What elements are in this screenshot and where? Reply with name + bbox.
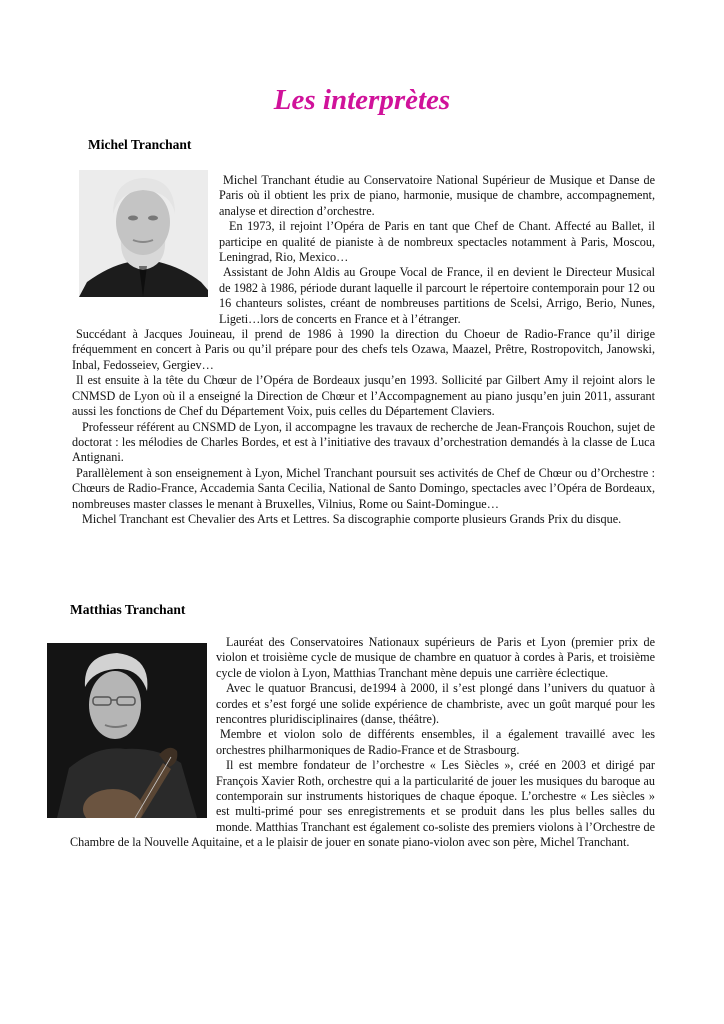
bio-paragraph: Membre et violon solo de différents ensembles, il a également travaillé avec les orchestres philharmoniques de Radio-France et de Strasbourg. (216, 727, 655, 757)
michel-biography (72, 173, 655, 527)
page-title: Les interprètes (273, 84, 451, 116)
matthias-biography (70, 635, 655, 851)
bio-paragraph: Avec le quatuor Brancusi, de1994 à 2000, il s’est plongé dans l’univers du quatuor à cordes et s’est forgé une solide expérience de chambriste, avec un goût marqué pour les rencontres pluridisciplinaires (danse, théâtre). (216, 681, 655, 727)
bio-paragraph: Michel Tranchant étudie au Conservatoire National Supérieur de Musique et Danse de Paris où il obtient les prix de piano, harmonie, musique de chambre, accompagnement, analyse et direction d’orchestre. (219, 173, 655, 218)
artist-name-michel: Michel Tranchant (88, 137, 192, 152)
bio-paragraph: Assistant de John Aldis au Groupe Vocal de France, il en devient le Directeur Musical de 1982 à 1986, période durant laquelle il parcourt le répertoire contemporain pour 12 ou 16 chanteurs solistes, créant de nombreuses partitions de Scelsi, Arrigo, Berio, Nunes, Ligeti…lors de concerts en France et à l’étranger. (219, 265, 655, 326)
bio-paragraph: Il est ensuite à la tête du Chœur de l’Opéra de Bordeaux jusqu’en 1993. Sollicité par Gilbert Amy il rejoint alors le CNMSD de Lyon où il a enseigné la Direction de Chœur et l’Accompagnement au piano jusqu’en juin 2011, assurant aussi les fonctions de Chef du Département Voix, puis celles du Département Claviers. (72, 373, 655, 419)
bio-paragraph: Michel Tranchant est Chevalier des Arts et Lettres. Sa discographie comporte plusieurs Grands Prix du disque. (82, 511, 622, 526)
bio-paragraph: En 1973, il rejoint l’Opéra de Paris en tant que Chef de Chant. Affecté au Ballet, il participe en qualité de pianiste à de nombreux spectacles notamment à Paris, Moscou, Leningrad, Rio, Mexico… (219, 219, 655, 265)
bio-paragraph: Lauréat des Conservatoires Nationaux supérieurs de Paris et Lyon (premier prix de violon et troisième cycle de musique de chambre en quatuor à cordes à Paris, et troisième cycle de violon à Lyon, Matthias Tranchant mène depuis une carrière éclectique. (216, 635, 655, 680)
bio-paragraph: Parallèlement à son enseignement à Lyon, Michel Tranchant poursuit ses activités de Chef de Chœur ou d’Orchestre : Chœurs de Radio-France, Accademia Santa Cecilia, National de Santo Domingo, spectacles avec l’Opéra de Bordeaux, nombreuses master classes le menant à Bruxelles, Vilnius, Rome ou Saint-Domingue… (72, 465, 655, 511)
bio-paragraph: Succédant à Jacques Jouineau, il prend de 1986 à 1990 la direction du Choeur de Radio-France qu’il dirige fréquemment en concert à Paris ou qu’il prépare pour des chefs tels Ozawa, Maazel, Prêtre, Rostropovitch, Janowski, Inbal, Fedosseiev, Gergiev… (72, 327, 655, 372)
bio-paragraph: Professeur référent au CNSMD de Lyon, il accompagne les travaux de recherche de Jean-François Rouchon, sujet de doctorat : les mélodies de Charles Bordes, et est à l’initiative des travaux d’orchestration demandés à la classe de Luca Antignani. (72, 419, 655, 465)
bio-paragraph: Il est membre fondateur de l’orchestre « Les Siècles », créé en 2003 et dirigé par François Xavier Roth, orchestre qui a la particularité de jouer les musiques du baroque au contemporain sur instruments historiques de chaque époque. L’orchestre « Les siècles » est multi-primé pour ses enregistrements et se produit dans les plus belles salles du monde. Matthias Tranchant est également co-soliste des premiers violons à l’Orchestre de Chambre de la Nouvelle Aquitaine, et a le plaisir de jouer en sonate piano-violon avec son père, Michel Tranchant. (70, 758, 655, 850)
artist-name-matthias: Matthias Tranchant (70, 602, 186, 617)
